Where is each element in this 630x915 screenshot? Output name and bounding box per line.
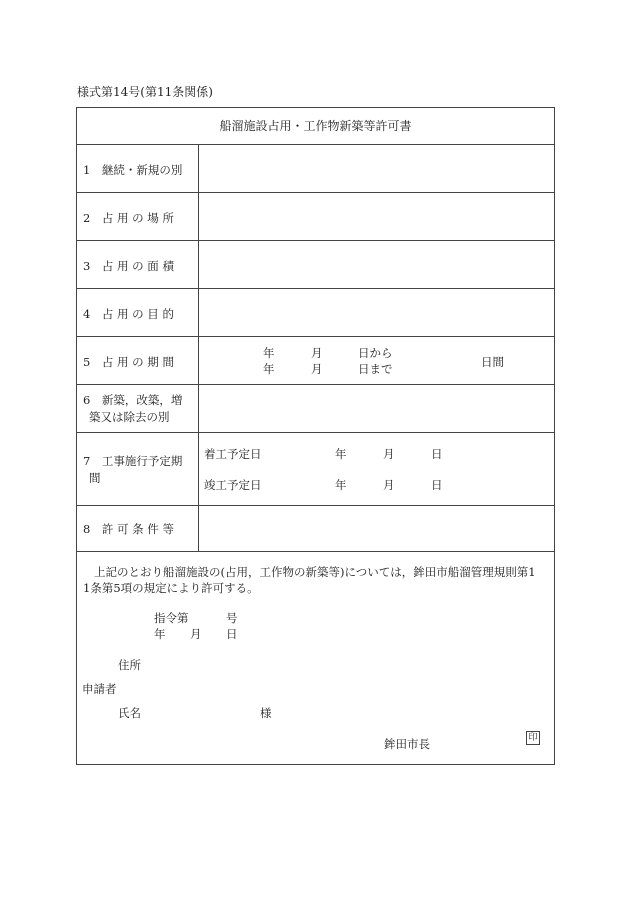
- form-number-label: 様式第14号(第11条関係): [77, 85, 213, 99]
- row-label-area: 3 占 用 の 面 積: [83, 259, 174, 273]
- order-label: 指令第: [154, 611, 189, 625]
- start-year: 年: [335, 447, 347, 461]
- row-divider: [77, 240, 554, 241]
- column-divider: [198, 144, 199, 551]
- start-date-label: 着工予定日: [204, 447, 262, 461]
- row-label-continuation: 1 継続・新規の別: [83, 163, 183, 177]
- row-divider: [77, 384, 554, 385]
- start-month: 月: [383, 447, 395, 461]
- row-divider: [77, 551, 554, 552]
- form-title: 船溜施設占用・工作物新築等許可書: [219, 119, 412, 133]
- row-label-construction-type-2: 築又は除去の別: [89, 410, 170, 424]
- row-label-schedule-2: 間: [89, 471, 101, 485]
- row-label-location: 2 占 用 の 場 所: [83, 211, 174, 225]
- row-divider: [77, 505, 554, 506]
- honorific: 様: [260, 706, 272, 720]
- statement-line-1: 上記のとおり船溜施設の(占用，工作物の新築等)については，鉾田市船溜管理規則第1: [94, 565, 536, 579]
- period-from-year: 年: [263, 346, 275, 360]
- row-label-schedule: 7 工事施行予定期: [83, 454, 183, 468]
- order-day: 日: [226, 627, 238, 641]
- end-month: 月: [383, 478, 395, 492]
- row-label-purpose: 4 占 用 の 目 的: [83, 307, 174, 321]
- order-number-suffix: 号: [226, 611, 238, 625]
- period-until-day: 日まで: [358, 362, 393, 376]
- end-date-label: 竣工予定日: [204, 478, 262, 492]
- permit-form: [76, 107, 555, 765]
- end-day: 日: [431, 478, 443, 492]
- issuer-title: 鉾田市長: [384, 737, 430, 751]
- row-divider: [77, 432, 554, 433]
- row-label-conditions: 8 許 可 条 件 等: [83, 522, 174, 536]
- name-label: 氏名: [118, 706, 141, 720]
- row-label-period: 5 占 用 の 期 間: [83, 355, 174, 369]
- row-divider: [77, 288, 554, 289]
- period-until-month: 月: [311, 362, 323, 376]
- row-divider: [77, 144, 554, 145]
- row-divider: [77, 192, 554, 193]
- start-day: 日: [431, 447, 443, 461]
- address-label: 住所: [118, 658, 141, 672]
- row-label-construction-type: 6 新築，改築，増: [83, 393, 183, 407]
- period-days: 日間: [481, 355, 504, 369]
- seal-box: 印: [526, 731, 540, 745]
- end-year: 年: [335, 478, 347, 492]
- period-from-month: 月: [311, 346, 323, 360]
- period-from-day: 日から: [358, 346, 393, 360]
- applicant-label: 申請者: [82, 682, 117, 696]
- order-month: 月: [190, 627, 202, 641]
- row-divider: [77, 336, 554, 337]
- order-year: 年: [154, 627, 166, 641]
- statement-line-2: 1条第5項の規定により許可する。: [83, 581, 259, 595]
- period-until-year: 年: [263, 362, 275, 376]
